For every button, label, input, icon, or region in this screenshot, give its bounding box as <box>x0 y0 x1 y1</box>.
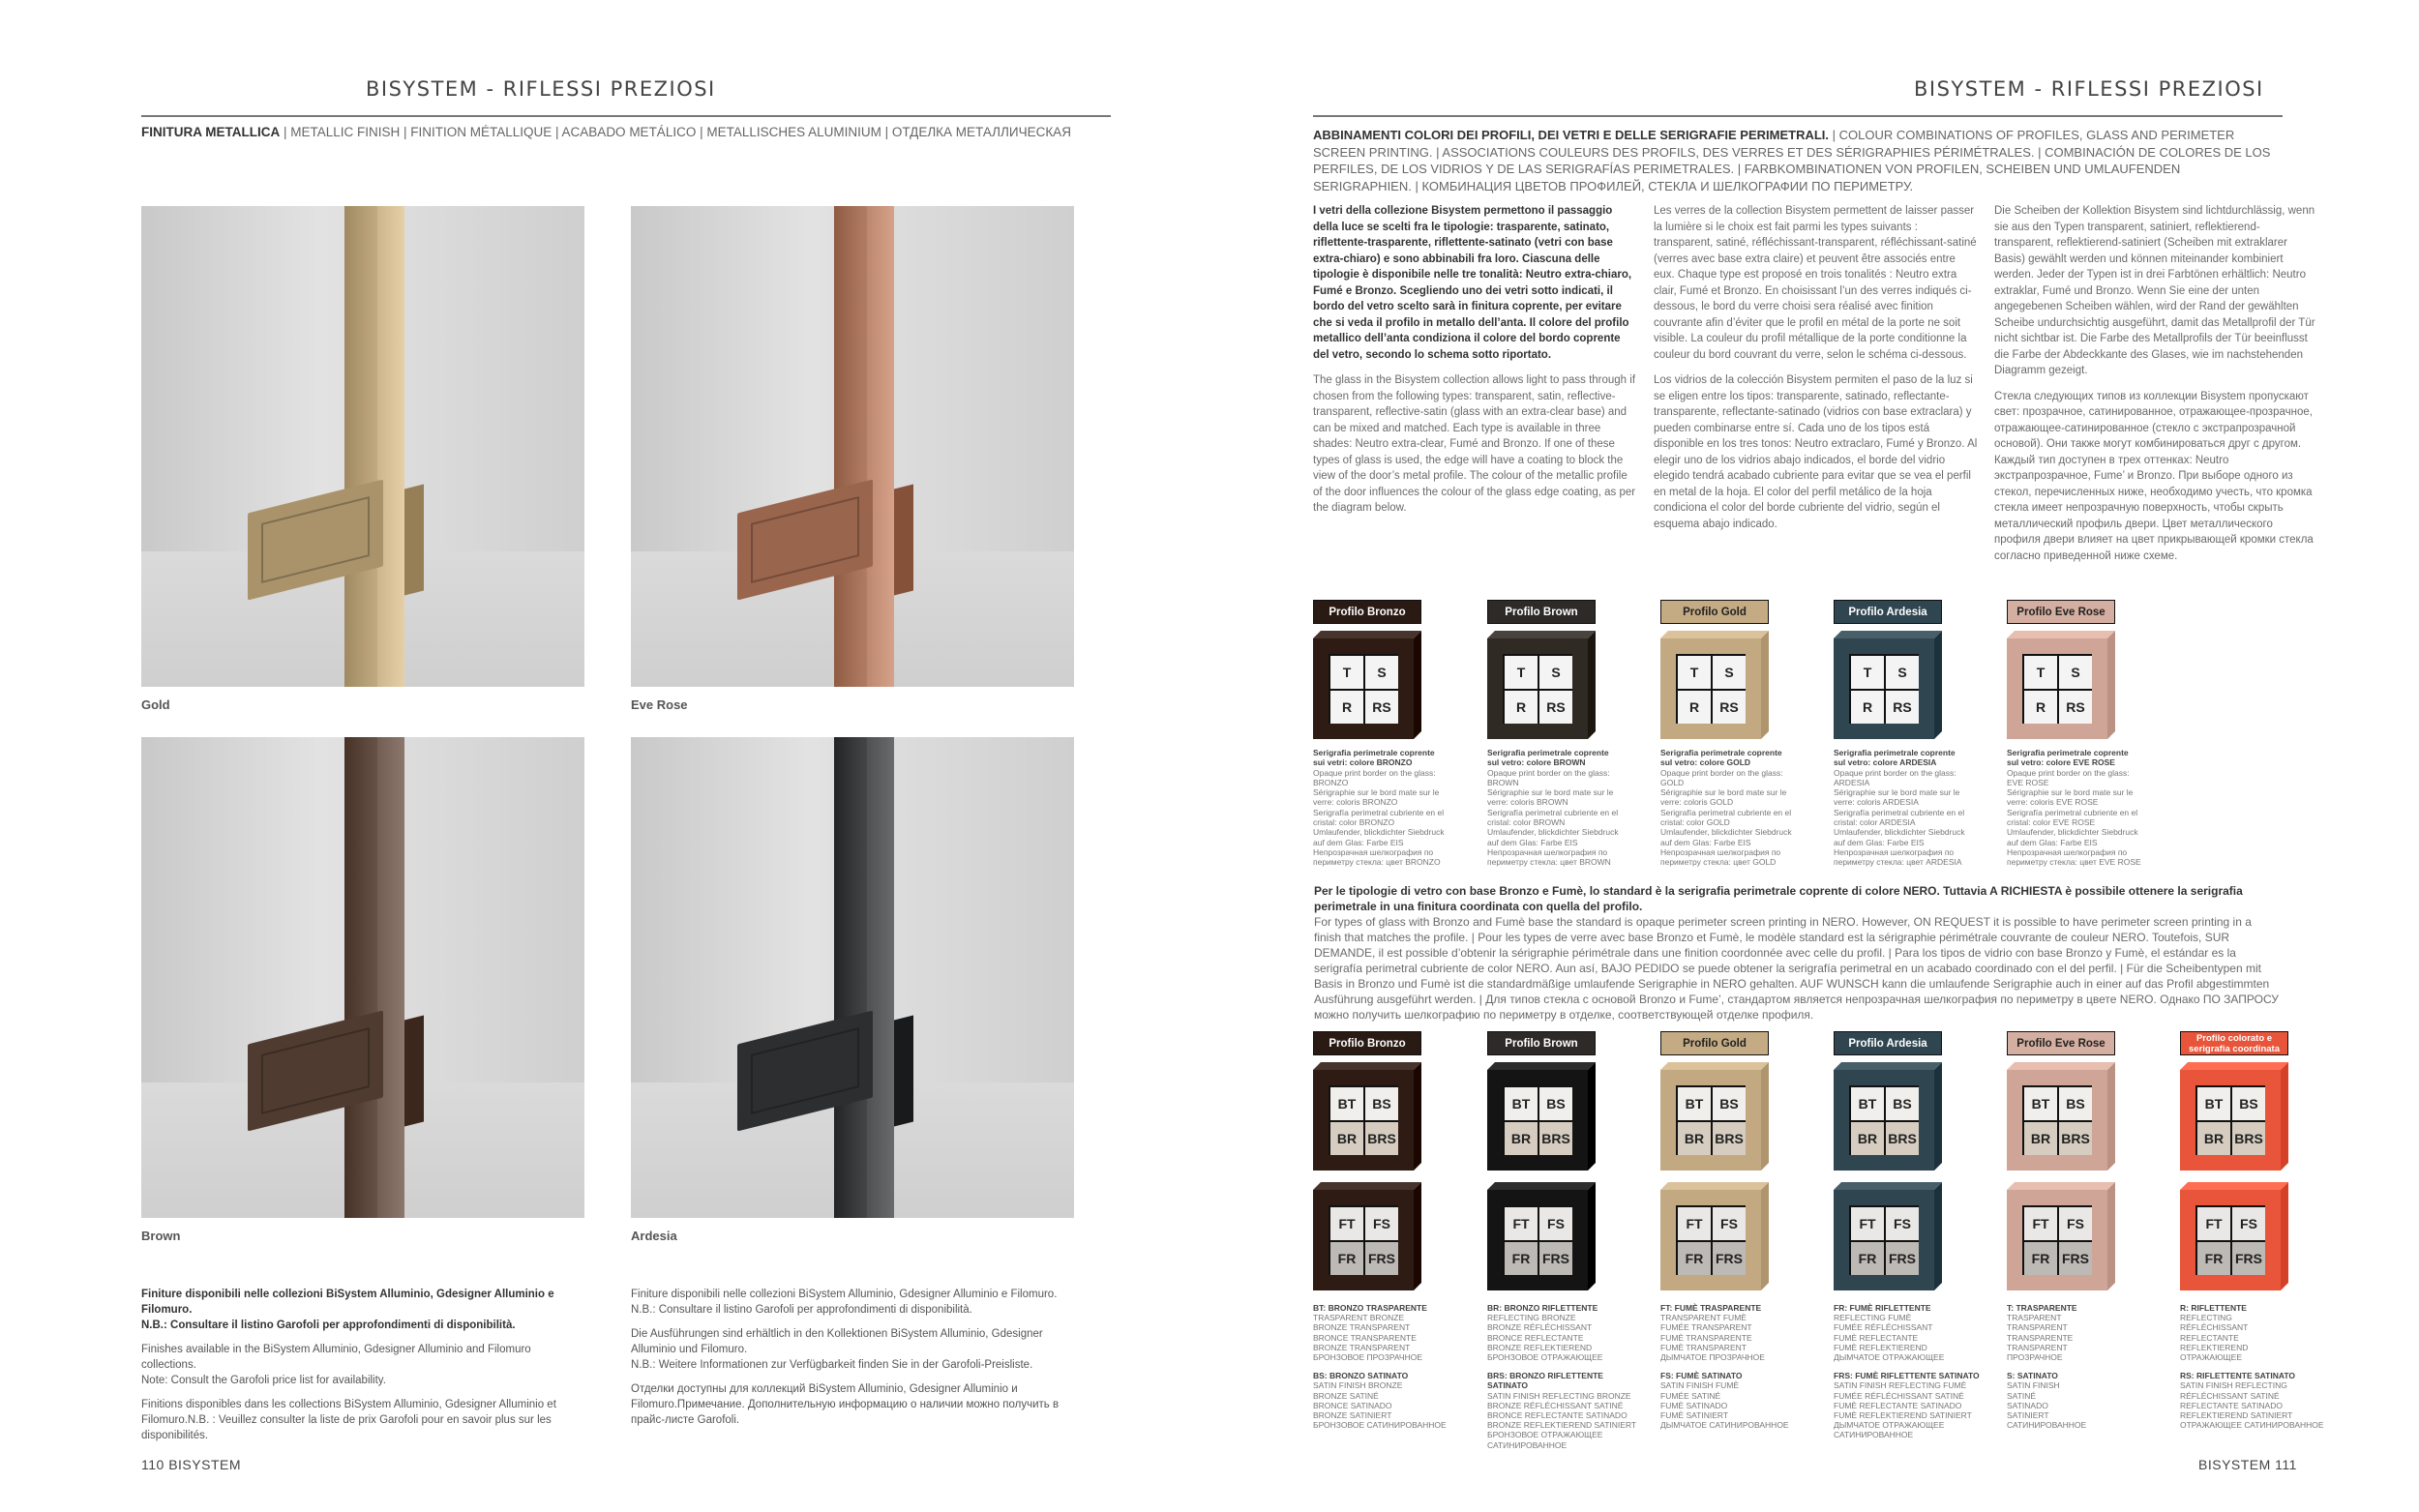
door-profile <box>834 206 894 687</box>
glass-type-cell: FT <box>1678 1207 1711 1240</box>
cube-side <box>2107 1062 2115 1171</box>
cube-side <box>1934 631 1942 739</box>
door-profile <box>834 737 894 1218</box>
glass-swatch-cube <box>2180 1182 2288 1290</box>
glass-type-cell: S <box>1886 656 1919 689</box>
glass-type-cell: FRS <box>1365 1242 1398 1275</box>
intro-spanish: Los vidrios de la colección Bisystem permiten el paso de la luz si se eligen entre los tipos: transparente, satinado, reflectante-transparente, reflectante-satinado (vidrios con base extraclara) y pueden combinarse entre sí. Cada uno de los tipos está disponible en los tres tonos: Neutro extraclaro, Fumé y Bronzo. Al elegir uno de los vidrios abajo indicados, el borde del vidrio elegido tendrá acabado cubriente para evitar que se vea el perfil en metal de la hoja. El color del perfil metálico de la hoja condiciona el color del borde cubriente del vidrio, según el esquema abajo indicado. <box>1654 374 1978 530</box>
glass-type-cell: R <box>1505 691 1538 724</box>
profile-label: Profilo Gold <box>1660 600 1769 624</box>
glass-type-cell: T <box>1678 656 1711 689</box>
legend-code: FRS: FUMÈ RIFLETTENTE SATINATO <box>1834 1371 1980 1381</box>
glass-grid <box>1849 1085 1919 1155</box>
text-column-italian-english <box>1313 203 1637 526</box>
finish-photo <box>631 737 1074 1218</box>
availability-notes-italian-english-french <box>141 1287 586 1452</box>
intro-german: Die Scheiben der Kollektion Bisystem sind lichtdurchlässig, wenn sie aus den Typen transparent, satiniert, reflektierend-transparent, reflektierend-satiniert (Scheiben mit extraklarer Basis) gewählt werden und können miteinander kombiniert werden. Jeder der Typen ist in drei Farbtönen erhältlich: Neutro extraklar, Fumé und Bronzo. Wenn Sie eine der unten angegebenen Scheiben wählen, wird der Rand der gewählten Scheibe undurchsichtig ausgeführt, damit das Metallprofil der Tür nicht sichtbar ist. Die Farbe des Metallprofils der Tür beeinflusst die Farbe der Abdeckkante des Glases, wie im nachstehenden Diagramm gezeigt. <box>1994 205 2315 376</box>
swatch-caption-title: Serigrafia perimetrale coprente sul vetro: colore EVE ROSE <box>2007 748 2129 768</box>
note-bold-2: N.B.: Consultare il listino Garofoli per approfondimenti di disponibilità. <box>141 1319 516 1331</box>
intro-english: The glass in the Bisystem collection allows light to pass through if chosen from the following types: transparent, satin, reflective-transparent, reflective-satin (glass with an extra-clear base) and can be mixed and matched. Each type is available in three shades: Neutro extra-clear, Fumé and Bronzo. If one of these types of glass is used, the edge will have a coating to block the view of the door’s metal profile. The colour of the metallic profile of the door influences the colour of the glass edge coating, as per the diagram below. <box>1313 374 1636 514</box>
cube-top <box>1313 1062 1421 1070</box>
cube-side <box>2107 631 2115 739</box>
glass-swatch-cube <box>2007 631 2115 739</box>
legend-translations: REFLECTING FUMÈ FUMÉE RÉFLÉCHISSANT FUMÈ REFLECTANTE FUMÈ REFLEKTIEREND ДЫМЧАТОЕ ОТРАЖАЮЩЕЕ <box>1834 1313 1945 1363</box>
glass-swatch-cube <box>1834 1182 1942 1290</box>
legend-translations: SATIN FINISH BRONZE BRONZE SATINÉ BRONCE SATINADO BRONZE SATINIERT БРОНЗОВОЕ САТИНИРОВАННОЕ <box>1313 1380 1447 1431</box>
cube-top <box>1313 1182 1421 1190</box>
glass-type-cell: FRS <box>2059 1242 2092 1275</box>
legend-code: BS: BRONZO SATINATO <box>1313 1371 1409 1381</box>
title-rule-right <box>1313 115 2283 117</box>
profile-highlight <box>377 206 404 687</box>
legend-code: S: SATINATO <box>2007 1371 2058 1381</box>
cube-top <box>1487 631 1596 638</box>
handle-plate <box>751 496 859 583</box>
cube-side <box>1414 631 1421 739</box>
glass-grid <box>2022 1205 2092 1275</box>
profile-highlight <box>867 206 894 687</box>
glass-type-cell: RS <box>1365 691 1398 724</box>
cube-top <box>1487 1182 1596 1190</box>
glass-type-cell: T <box>1505 656 1538 689</box>
cube-side <box>1588 631 1596 739</box>
glass-type-cell: FRS <box>1886 1242 1919 1275</box>
glass-type-cell: S <box>1539 656 1572 689</box>
glass-type-cell: FT <box>1505 1207 1538 1240</box>
cube-top <box>1313 631 1421 638</box>
glass-type-cell: BS <box>1713 1087 1746 1120</box>
note-ru: Отделки доступны для коллекций BiSystem Alluminio, Gdesigner Alluminio и Filomuro.Примечание. Дополнительную информацию о наличии можно получить в прайс-листе Garofoli. <box>631 1383 1060 1426</box>
cube-top <box>2007 631 2115 638</box>
legend-translations: SATIN FINISH REFLECTING BRONZE BRONZE RÉFLÉCHISSANT SATINÉ BRONCE REFLECTANTE SATINADO BRONZE REFLEKTIEREND SATINIERT БРОНЗОВОЕ ОТРАЖАЮЩЕЕ САТИНИРОВАННОЕ <box>1487 1390 1637 1450</box>
glass-grid <box>1329 1085 1398 1155</box>
subhead-bold: FINITURA METALLICA <box>141 125 281 139</box>
finish-photo <box>141 737 584 1218</box>
glass-type-cell: BRS <box>1539 1122 1572 1155</box>
handle-backplate <box>894 485 913 596</box>
photo-caption: Eve Rose <box>631 697 688 712</box>
glass-swatch-cube <box>1487 1062 1596 1171</box>
glass-type-cell: FS <box>1886 1207 1919 1240</box>
swatch-caption-title: Serigrafia perimetrale coprente sul vetro: colore BROWN <box>1487 748 1609 768</box>
glass-type-cell: T <box>2024 656 2057 689</box>
glass-type-cell: BT <box>1505 1087 1538 1120</box>
glass-type-cell: BS <box>1365 1087 1398 1120</box>
subhead-translations: | METALLIC FINISH | FINITION MÉTALLIQUE | ACABADO METÁLICO | METALLISCHES ALUMINIUM | ОТДЕЛКА МЕТАЛЛИЧЕСКАЯ <box>280 125 1071 139</box>
legend-code: FT: FUMÈ TRASPARENTE <box>1660 1303 1762 1313</box>
glass-type-cell: BR <box>1851 1122 1884 1155</box>
cube-top <box>2007 1182 2115 1190</box>
glass-grid <box>1676 1205 1746 1275</box>
cube-top <box>2180 1182 2288 1190</box>
glass-swatch-cube <box>1487 631 1596 739</box>
handle-backplate <box>404 1016 424 1127</box>
note-de-1: Die Ausführungen sind erhältlich in den Kollektionen BiSystem Alluminio, Gdesigner Alluminio und Filomuro. <box>631 1328 1043 1355</box>
perimeter-screen-printing-note <box>1314 883 2282 1023</box>
glass-type-cell: BT <box>1851 1087 1884 1120</box>
glass-type-cell: BR <box>1330 1122 1363 1155</box>
profile-label: Profilo Ardesia <box>1834 600 1942 624</box>
middle-note-bold: Per le tipologie di vetro con base Bronzo e Fumè, lo standard è la serigrafia perimetrale coprente di colore NERO. Tuttavia A RICHIESTA è possibile ottenere la serigrafia perimetrale in una finitura coordinata con quella del profilo. <box>1314 884 2243 913</box>
cube-side <box>1588 1182 1596 1290</box>
legend-entry <box>2007 1303 2157 1438</box>
handle-plate <box>261 496 370 583</box>
glass-type-cell: FR <box>1678 1242 1711 1275</box>
swatch-caption-title: Serigrafia perimetrale coprente sui vetri: colore BRONZO <box>1313 748 1435 768</box>
swatch-caption-title: Serigrafia perimetrale coprente sul vetro: colore GOLD <box>1660 748 1782 768</box>
swatch-caption <box>1487 748 1623 868</box>
cube-side <box>1761 1182 1769 1290</box>
cube-side <box>1934 1182 1942 1290</box>
legend-code: BR: BRONZO RIFLETTENTE <box>1487 1303 1598 1313</box>
legend-code: BT: BRONZO TRASPARENTE <box>1313 1303 1427 1313</box>
glass-grid <box>1676 654 1746 724</box>
cube-side <box>2281 1062 2288 1171</box>
legend-translations: SATIN FINISH SATINÉ SATINADO SATINIERT САТИНИРОВАННОЕ <box>2007 1380 2087 1431</box>
intro-french: Les verres de la collection Bisystem permettent de laisser passer la lumière si le choix est fait parmi les types suivants : transparent, satiné, réfléchissant-transparent, réfléchissant-satiné (verres avec base extra claire) et peuvent être associés entre eux. Chaque type est proposé en trois tonalités : Neutro extra clair, Fumé et Bronzo. En choisissant l’un des verres indiqués ci-dessous, le bord du verre choisi sera réalisé avec finition couvrante afin d’éviter que le profil en métal de la porte ne soit visible. La couleur du profil métallique de la porte conditionne la couleur du bord couvrant du verre, selon le schéma ci-dessous. <box>1654 205 1977 361</box>
title-rule <box>141 115 1111 117</box>
legend-translations: REFLECTING RÉFLÉCHISSANT REFLECTANTE REFLEKTIEREND ОТРАЖАЮЩЕЕ <box>2180 1313 2249 1363</box>
swatch-caption <box>2007 748 2142 868</box>
note-en-1: Finishes available in the BiSystem Alluminio, Gdesigner Alluminio and Filomuro collections. <box>141 1344 531 1371</box>
glass-grid <box>1503 1205 1572 1275</box>
handle-backplate <box>404 485 424 596</box>
note-it-1: Finiture disponibili nelle collezioni BiSystem Alluminio, Gdesigner Alluminio e Filomuro. <box>631 1289 1058 1300</box>
legend-translations: TRASPARENT TRANSPARENT TRANSPARENTE TRANSPARENT ПРОЗРАЧНОЕ <box>2007 1313 2074 1363</box>
glass-type-cell: S <box>1365 656 1398 689</box>
glass-swatch-cube <box>1834 631 1942 739</box>
glass-type-cell: FRS <box>2232 1242 2265 1275</box>
glass-type-cell: FT <box>2197 1207 2230 1240</box>
glass-swatch-cube <box>1834 1062 1942 1171</box>
photo-caption: Gold <box>141 697 170 712</box>
profile-label: Profilo Brown <box>1487 1031 1596 1055</box>
cube-top <box>1487 1062 1596 1070</box>
page-number-right: BISYSTEM 111 <box>2198 1457 2297 1472</box>
glass-type-cell: R <box>1330 691 1363 724</box>
glass-swatch-cube <box>1660 1062 1769 1171</box>
legend-code: R: RIFLETTENTE <box>2180 1303 2247 1313</box>
glass-type-cell: BRS <box>1886 1122 1919 1155</box>
glass-type-cell: RS <box>1886 691 1919 724</box>
glass-grid <box>2022 654 2092 724</box>
profile-label: Profilo Eve Rose <box>2007 1031 2115 1055</box>
glass-type-cell: FS <box>1365 1207 1398 1240</box>
glass-type-cell: S <box>1713 656 1746 689</box>
note-it-2: N.B.: Consultare il listino Garofoli per approfondimenti di disponibilità. <box>631 1304 972 1316</box>
glass-type-cell: BT <box>2197 1087 2230 1120</box>
swatch-caption-translations: Opaque print border on the glass: BROWN Sérigraphie sur le bord mate sur le verre: coloris BROWN Serigrafía perimetral cubriente en el cristal: color BROWN Umlaufender, blickdichter Siebdruck auf dem Glas: Farbe EIS Непрозрачная шелкография по периметру стекла: цвет BROWN <box>1487 767 1619 868</box>
note-bold-1: Finiture disponibili nelle collezioni BiSystem Alluminio, Gdesigner Alluminio e Filomuro. <box>141 1289 554 1316</box>
legend-entry <box>1834 1303 1984 1449</box>
cube-side <box>1414 1062 1421 1171</box>
swatch-caption <box>1834 748 1969 868</box>
cube-side <box>1588 1062 1596 1171</box>
note-fr: Finitions disponibles dans les collections BiSystem Alluminio, Gdesigner Alluminio et Filomuro.N.B. : Veuillez consulter la liste de prix Garofoli pour en savoir plus sur les disponibilités. <box>141 1399 556 1441</box>
glass-type-cell: BRS <box>2059 1122 2092 1155</box>
handle-plate <box>261 1027 370 1114</box>
glass-grid <box>1329 654 1398 724</box>
photo-caption: Brown <box>141 1229 181 1243</box>
legend-translations: SATIN FINISH FUMÈ FUMÉE SATINÉ FUMÈ SATINADO FUMÈ SATINIERT ДЫМЧАТОЕ САТИНИРОВАННОЕ <box>1660 1380 1789 1431</box>
glass-type-cell: FS <box>1539 1207 1572 1240</box>
combinations-subhead-translations: | COLOUR COMBINATIONS OF PROFILES, GLASS AND PERIMETER SCREEN PRINTING. | ASSOCIATIONS COULEURS DES PROFILS, DES VERRES ET DES SÉRIGRAPHIES PÉRIMÉTRALES. | COMBINACIÓN DE COLORES DE LOS PERFILES, DE LOS VIDRIOS Y DE LAS SERIGRAFÍAS PERIMETRALES. | FARBKOMBINATIONEN VON PROFILEN, SCHEIBEN UND UMLAUFENDEN SERIGRAPHIEN. | КОМБИНАЦИЯ ЦВЕТОВ ПРОФИЛЕЙ, СТЕКЛА И ШЕЛКОГРАФИИ ПО ПЕРИМЕТРУ. <box>1313 128 2271 193</box>
cube-side <box>1761 1062 1769 1171</box>
glass-type-cell: BRS <box>2232 1122 2265 1155</box>
cube-top <box>1660 1182 1769 1190</box>
glass-swatch-cube <box>2007 1182 2115 1290</box>
glass-swatch-cube <box>1313 1182 1421 1290</box>
glass-type-cell: T <box>1330 656 1363 689</box>
glass-type-cell: T <box>1851 656 1884 689</box>
swatch-caption <box>1660 748 1796 868</box>
cube-side <box>1761 631 1769 739</box>
cube-top <box>1834 631 1942 638</box>
profile-label: Profilo Ardesia <box>1834 1031 1942 1055</box>
swatch-caption-translations: Opaque print border on the glass: BRONZO Sérigraphie sur le bord mate sur le verre: coloris BRONZO Serigrafía perimetral cubriente en el cristal: color BRONZO Umlaufender, blickdichter Siebdruck auf dem Glas: Farbe EIS Непрозрачная шелкография по периметру стекла: цвет BRONZO <box>1313 767 1445 868</box>
swatch-caption-translations: Opaque print border on the glass: ARDESIA Sérigraphie sur le bord mate sur le verre: coloris ARDESIA Serigrafía perimetral cubriente en el cristal: color ARDESIA Umlaufender, blickdichter Siebdruck auf dem Glas: Farbe EIS Непрозрачная шелкография по периметру стекла: цвет ARDESIA <box>1834 767 1965 868</box>
legend-code: RS: RIFLETTENTE SATINATO <box>2180 1371 2295 1381</box>
glass-grid <box>2195 1085 2265 1155</box>
cube-top <box>1660 631 1769 638</box>
glass-type-cell: BT <box>1678 1087 1711 1120</box>
note-en-2: Note: Consult the Garofoli price list for availability. <box>141 1375 386 1386</box>
section-subhead <box>141 124 1109 140</box>
legend-translations: SATIN FINISH REFLECTING FUMÈ FUMÉE RÉFLÉCHISSANT SATINÉ FUMÈ REFLECTANTE SATINADO FUMÈ REFLEKTIEREND SATINIERT ДЫМЧАТОЕ ОТРАЖАЮЩЕЕ САТИНИРОВАННОЕ <box>1834 1380 1972 1440</box>
glass-type-cell: BT <box>2024 1087 2057 1120</box>
page-number: 110 BISYSTEM <box>141 1457 242 1472</box>
glass-type-cell: R <box>2024 691 2057 724</box>
text-column-german-russian <box>1994 203 2318 574</box>
glass-type-cell: FT <box>2024 1207 2057 1240</box>
swatch-caption-translations: Opaque print border on the glass: EVE ROSE Sérigraphie sur le bord mate sur le verre: coloris EVE ROSE Serigrafía perimetral cubriente en el cristal: color EVE ROSE Umlaufender, blickdichter Siebdruck auf dem Glas: Farbe EIS Непрозрачная шелкография по периметру стекла: цвет EVE ROSE <box>2007 767 2141 868</box>
legend-translations: SATIN FINISH REFLECTING RÉFLÉCHISSANT SATINÉ REFLECTANTE SATINADO REFLEKTIEREND SATINIERT ОТРАЖАЮЩЕЕ САТИНИРОВАННОЕ <box>2180 1380 2324 1431</box>
glass-grid <box>2195 1205 2265 1275</box>
glass-swatch-cube <box>1487 1182 1596 1290</box>
note-de-2: N.B.: Weitere Informationen zur Verfügbarkeit finden Sie in der Garofoli-Preisliste. <box>631 1359 1033 1371</box>
glass-type-cell: FR <box>1851 1242 1884 1275</box>
glass-type-cell: BR <box>1678 1122 1711 1155</box>
cube-side <box>2107 1182 2115 1290</box>
legend-code: FR: FUMÈ RIFLETTENTE <box>1834 1303 1931 1313</box>
cube-top <box>1834 1062 1942 1070</box>
glass-type-cell: BR <box>1505 1122 1538 1155</box>
cube-top <box>2007 1062 2115 1070</box>
glass-type-cell: FRS <box>1539 1242 1572 1275</box>
legend-entry <box>2180 1303 2330 1438</box>
glass-type-cell: R <box>1851 691 1884 724</box>
page-title-right: BISYSTEM - RIFLESSI PREZIOSI <box>1914 77 2264 101</box>
profile-label: Profilo Eve Rose <box>2007 600 2115 624</box>
legend-entry <box>1487 1303 1637 1459</box>
glass-type-cell: FR <box>1505 1242 1538 1275</box>
profile-label: Profilo Bronzo <box>1313 600 1421 624</box>
glass-type-cell: BRS <box>1713 1122 1746 1155</box>
glass-type-cell: BS <box>1539 1087 1572 1120</box>
glass-type-cell: FR <box>2197 1242 2230 1275</box>
availability-notes-german-russian <box>631 1287 1076 1437</box>
glass-swatch-cube <box>1313 631 1421 739</box>
glass-type-cell: FS <box>2059 1207 2092 1240</box>
finish-photo <box>141 206 584 687</box>
glass-type-cell: RS <box>2059 691 2092 724</box>
finish-photo <box>631 206 1074 687</box>
glass-grid <box>1329 1205 1398 1275</box>
glass-swatch-cube <box>2007 1062 2115 1171</box>
glass-type-cell: BS <box>2059 1087 2092 1120</box>
glass-type-cell: R <box>1678 691 1711 724</box>
handle-plate <box>751 1027 859 1114</box>
legend-entry <box>1313 1303 1463 1438</box>
glass-type-cell: S <box>2059 656 2092 689</box>
glass-type-cell: BR <box>2197 1122 2230 1155</box>
handle-backplate <box>894 1016 913 1127</box>
profile-label: Profilo Brown <box>1487 600 1596 624</box>
glass-type-cell: BS <box>1886 1087 1919 1120</box>
swatch-caption-translations: Opaque print border on the glass: GOLD Sérigraphie sur le bord mate sur le verre: coloris GOLD Serigrafía perimetral cubriente en el cristal: color GOLD Umlaufender, blickdichter Siebdruck auf dem Glas: Farbe EIS Непрозрачная шелкография по периметру стекла: цвет GOLD <box>1660 767 1792 868</box>
cube-side <box>1414 1182 1421 1290</box>
legend-translations: TRASPARENT BRONZE BRONZE TRANSPARENT BRONCE TRANSPARENTE BRONZE TRANSPARENT БРОНЗОВОЕ ПРОЗРАЧНОЕ <box>1313 1313 1423 1363</box>
glass-type-cell: FT <box>1330 1207 1363 1240</box>
combinations-subhead-bold: ABBINAMENTI COLORI DEI PROFILI, DEI VETRI E DELLE SERIGRAFIE PERIMETRALI. <box>1313 128 1830 142</box>
glass-grid <box>1503 654 1572 724</box>
glass-grid <box>1849 654 1919 724</box>
profile-highlight <box>867 737 894 1218</box>
glass-type-cell: RS <box>1713 691 1746 724</box>
intro-italian: I vetri della collezione Bisystem permettono il passaggio della luce se scelti fra le tipologie: trasparente, satinato, riflettente-trasparente, riflettente-satinato (vetri con base extra-chiaro) e sono abbinabili fra loro. Ciascuna delle tipologie è disponibile nelle tre tonalità: Neutro extra-chiaro, Fumé e Bronzo. Scegliendo uno dei vetri sotto indicati, il bordo del vetro scelto sarà in finitura coprente, per evitare che si veda il profilo in metallo dell’anta. Il colore del profilo metallico dell’anta condiziona il colore del bordo coprente del vetro, secondo lo schema sotto riportato. <box>1313 205 1632 361</box>
glass-type-cell: BT <box>1330 1087 1363 1120</box>
swatch-caption-title: Serigrafia perimetrale coprente sul vetro: colore ARDESIA <box>1834 748 1956 768</box>
glass-type-cell: RS <box>1539 691 1572 724</box>
glass-type-cell: BS <box>2232 1087 2265 1120</box>
glass-swatch-cube <box>1660 1182 1769 1290</box>
legend-translations: REFLECTING BRONZE BRONZE RÉFLÉCHISSANT BRONCE REFLECTANTE BRONZE REFLEKTIEREND БРОНЗОВОЕ ОТРАЖАЮЩЕЕ <box>1487 1313 1603 1363</box>
glass-type-cell: FRS <box>1713 1242 1746 1275</box>
glass-swatch-cube <box>1660 631 1769 739</box>
legend-translations: TRANSPARENT FUMÈ FUMÉE TRANSPARENT FUMÈ TRANSPARENTE FUMÈ TRANSPARENT ДЫМЧАТОЕ ПРОЗРАЧНОЕ <box>1660 1313 1765 1363</box>
glass-type-cell: BR <box>2024 1122 2057 1155</box>
profile-highlight <box>377 737 404 1218</box>
cube-top <box>1660 1062 1769 1070</box>
combinations-subhead <box>1313 127 2281 194</box>
legend-code: BRS: BRONZO RIFLETTENTE SATINATO <box>1487 1371 1603 1391</box>
glass-grid <box>2022 1085 2092 1155</box>
profile-label: Profilo colorato e serigrafia coordinata <box>2180 1031 2288 1055</box>
cube-top <box>2180 1062 2288 1070</box>
middle-note-translations: For types of glass with Bronzo and Fumè base the standard is opaque perimeter screen printing in NERO. However, ON REQUEST it is possible to have perimeter screen printing in a finish that matches the profile. | Pour les types de verre avec base Bronzo et Fumè, le modèle standard est la sérigraphie périmétrale couvrante de couleur NERO. Toutefois, SUR DEMANDE, il est possible d’obtenir la sérigraphie périmétrale dans une finition coordonnée avec celle du profil. | Para los tipos de vidrio con base Bronzo y Fumè, el estándar es la serigrafía perimetral cubriente de color NERO. Aun así, BAJO PEDIDO se puede obtener la serigrafía perimetral en un acabado coordinado con el del perfil. | Für die Scheibentypen mit Basis in Bronzo und Fumè ist die standardmäßige umlaufende Serigraphie in NERO gehalten. AUF WUNSCH kann die umlaufende Serigraphie auch in einer auf das Profil abgestimmten Ausführung ausgeführt werden. | Для типов стекла с основой Bronzo и Fume’, стандартом является непрозрачная шелкография по периметру в цвете NERO. Однако ПО ЗАПРОСУ можно получить шелкографию по периметру в отделке, соответствующей отделке профиля. <box>1314 915 2279 1022</box>
glass-type-cell: BRS <box>1365 1122 1398 1155</box>
page-title: BISYSTEM - RIFLESSI PREZIOSI <box>366 77 716 101</box>
glass-type-cell: FS <box>1713 1207 1746 1240</box>
door-profile <box>344 737 404 1218</box>
glass-type-cell: FS <box>2232 1207 2265 1240</box>
glass-type-cell: FT <box>1851 1207 1884 1240</box>
profile-label: Profilo Bronzo <box>1313 1031 1421 1055</box>
cube-top <box>1834 1182 1942 1190</box>
cube-side <box>1934 1062 1942 1171</box>
glass-grid <box>1676 1085 1746 1155</box>
legend-code: T: TRASPARENTE <box>2007 1303 2077 1313</box>
text-column-french-spanish <box>1654 203 1978 542</box>
cube-side <box>2281 1182 2288 1290</box>
glass-swatch-cube <box>1313 1062 1421 1171</box>
photo-caption: Ardesia <box>631 1229 677 1243</box>
legend-code: FS: FUMÈ SATINATO <box>1660 1371 1743 1381</box>
door-profile <box>344 206 404 687</box>
legend-entry <box>1660 1303 1810 1438</box>
profile-label: Profilo Gold <box>1660 1031 1769 1055</box>
glass-grid <box>1849 1205 1919 1275</box>
glass-type-cell: FR <box>1330 1242 1363 1275</box>
glass-grid <box>1503 1085 1572 1155</box>
glass-swatch-cube <box>2180 1062 2288 1171</box>
glass-type-cell: FR <box>2024 1242 2057 1275</box>
intro-russian: Стекла следующих типов из коллекции Bisystem пропускают свет: прозрачное, сатинированное, отражающее-прозрачное, отражающее-сатинированное (стекло с экстрапрозрачной основой). Они также могут комбинироваться друг с другом. Каждый тип доступен в трех оттенках: Neutro экстрапрозрачное, Fume’ и Bronzo. При выборе одного из стекол, перечисленных ниже, необходимо учесть, что кромка стекла имеет непрозрачную поверхность, чтобы скрыть металлический профиль двери. Цвет металлического профиля двери влияет на цвет прикрывающей кромки стекла согласно приведенной ниже схеме. <box>1994 390 2314 562</box>
swatch-caption <box>1313 748 1448 868</box>
